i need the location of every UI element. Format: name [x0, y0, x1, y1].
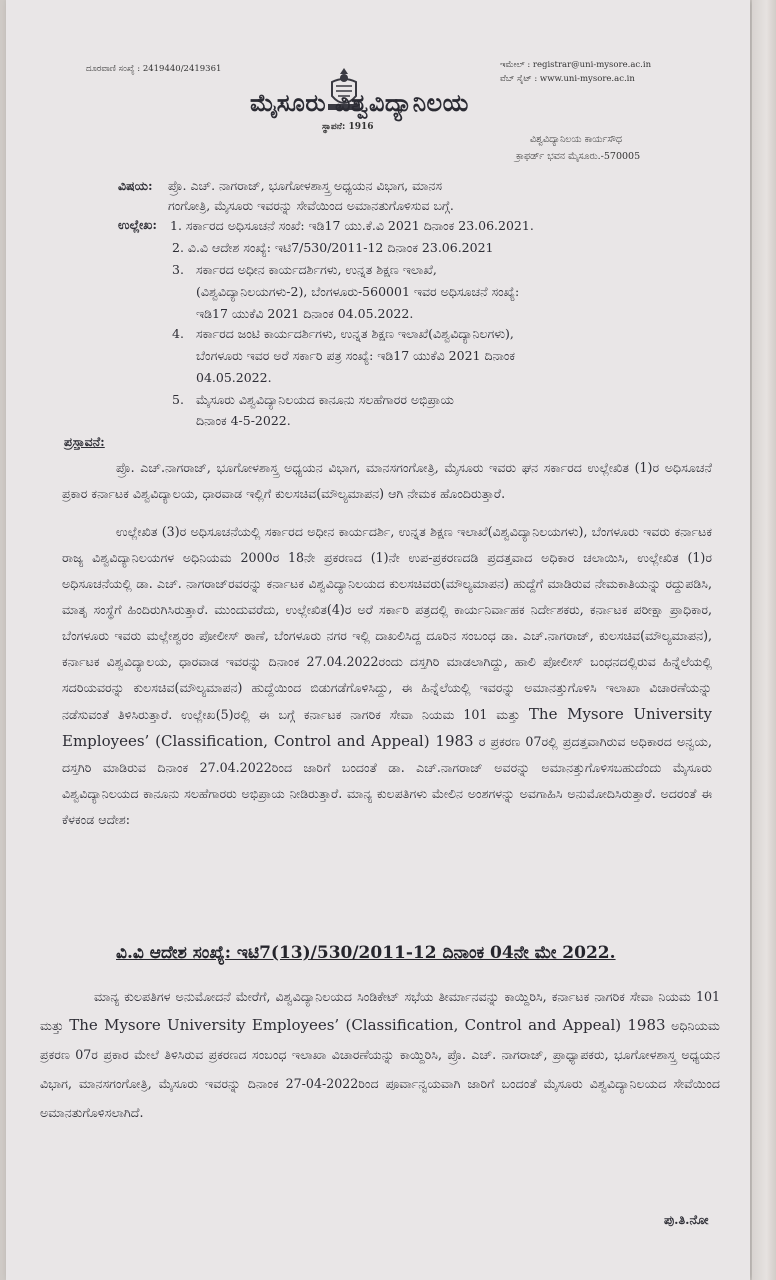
order-act-name-english: The Mysore University Employees’ (Classification, Control and Appeal) 1983: [69, 1016, 666, 1034]
reference-5-number: 5.: [172, 392, 184, 407]
act-name-english: The Mysore University Employees’ (Classification, Control and Appeal) 1983: [62, 705, 712, 750]
page-edge: [752, 0, 776, 1280]
office-name: ವಿಶ್ವವಿದ್ಯಾನಿಲಯ ಕಾರ್ಯಸೌಧ: [530, 134, 623, 145]
preamble-p2-text: ಉಲ್ಲೇಖಿತ (3)ರ ಅಧಿಸೂಚನೆಯಲ್ಲಿ ಸರ್ಕಾರದ ಅಧೀನ ಕಾರ್ಯದರ್ಶಿ, ಉನ್ನತ ಶಿಕ್ಷಣ ಇಲಾಖೆ(ವಿಶ್ವವಿದ್ಯಾನಿಲಯಗಳು), ಬೆಂಗಳೂರು ಇವರು ಕರ್ನಾಟಕ ರಾಜ್ಯ ವಿಶ್ವವಿದ್ಯಾನಿಲಯಗಳ ಅಧಿನಿಯಮ 2000ರ 18ನೇ ಪ್ರಕರಣದ (1)ನೇ ಉಪ-ಪ್ರಕರಣದಡಿ ಪ್ರದತ್ತವಾದ ಅಧಿಕಾರ ಚಲಾಯಿಸಿ, ಉಲ್ಲೇಖಿತ (1)ರ ಅಧಿಸೂಚನೆಯಲ್ಲಿ ಡಾ. ಎಚ್. ನಾಗರಾಜ್‌ರವರನ್ನು ಕರ್ನಾಟಕ ವಿಶ್ವವಿದ್ಯಾನಿಲಯದ ಕುಲಸಚಿವರು(ಮೌಲ್ಯಮಾಪನ) ಹುದ್ದೆಗೆ ಮಾಡಿರುವ ನೇಮಕಾತಿಯನ್ನು ರದ್ದುಪಡಿಸಿ, ಮಾತೃ ಸಂಸ್ಥೆಗೆ ಹಿಂದಿರುಗಿಸಿರುತ್ತಾರೆ. ಮುಂದುವರೆದು, ಉಲ್ಲೇಖಿತ(4)ರ ಅರೆ ಸರ್ಕಾರಿ ಪತ್ರದಲ್ಲಿ ಕಾರ್ಯನಿರ್ವಾಹಕ ನಿರ್ದೇಶಕರು, ಕರ್ನಾಟಕ ಪರೀಕ್ಷಾ ಪ್ರಾಧಿಕಾರ, ಬೆಂಗಳೂರು ಇವರು ಮಲ್ಲೇಶ್ವರಂ ಪೋಲೀಸ್ ಠಾಣೆ, ಬೆಂಗಳೂರು ನಗರ ಇಲ್ಲಿ ದಾಖಲಿಸಿದ್ದ ದೂರಿನ ಸಂಬಂಧ ಡಾ. ಎಚ್.ನಾಗರಾಜ್, ಕುಲಸಚಿವ(ಮೌಲ್ಯಮಾಪನ), ಕರ್ನಾಟಕ ವಿಶ್ವವಿದ್ಯಾಲಯ, ಧಾರವಾಡ ಇವರನ್ನು ದಿನಾಂಕ 27.04.2022ರಂದು ದಸ್ತಗಿರಿ ಮಾಡಲಾಗಿದ್ದು, ಹಾಲಿ ಪೋಲೀಸ್ ಬಂಧನದಲ್ಲಿರುವ ಹಿನ್ನೆಲೆಯಲ್ಲಿ ಸದರಿಯವರನ್ನು ಕುಲಸಚಿವ(ಮೌಲ್ಯಮಾಪನ) ಹುದ್ದೆಯಿಂದ ಬಿಡುಗಡೆಗೊಳಿಸಿದ್ದು, ಈ ಹಿನ್ನೆಲೆಯಲ್ಲಿ ಇವರನ್ನು ಅಮಾನತ್ತುಗೊಳಿಸಿ ಇಲಾಖಾ ವಿಚಾರಣೆಯನ್ನು ನಡೆಸುವಂತೆ ತಿಳಿಸಿರುತ್ತಾರೆ. ಉಲ್ಲೇಖ(5)ರಲ್ಲಿ ಈ ಬಗ್ಗೆ ಕರ್ನಾಟಕ ನಾಗರಿಕ ಸೇವಾ ನಿಯಮ 101 ಮತ್ತು: [62, 524, 712, 722]
phone-number: ದೂರವಾಣಿ ಸಂಖ್ಯೆ : 2419440/2419361: [86, 64, 222, 74]
reference-5-line-2: ದಿನಾಂಕ 4-5-2022.: [196, 413, 291, 428]
subject-label: ವಿಷಯ:: [118, 178, 153, 193]
subject-line-1: ಪ್ರೊ. ಎಚ್. ನಾಗರಾಜ್, ಭೂಗೋಳಶಾಸ್ತ್ರ ಅಧ್ಯಯನ ವಿಭಾಗ, ಮಾನಸ: [168, 178, 442, 193]
order-paragraph: [40, 982, 720, 1127]
reference-3-line-2: (ವಿಶ್ವವಿದ್ಯಾನಿಲಯಗಳು-2), ಬೆಂಗಳೂರು-560001 ಇವರ ಅಧಿಸೂಚನೆ ಸಂಖ್ಯೆ:: [196, 284, 520, 299]
reference-3-number: 3.: [172, 262, 184, 277]
page-turn-over: ಪು.ತಿ.ನೋ: [664, 1212, 709, 1227]
website-address: ವೆಬ್ ಸೈಟ್ : www.uni-mysore.ac.in: [500, 74, 635, 84]
preamble-paragraph-1: [62, 455, 712, 507]
reference-4-line-3: 04.05.2022.: [196, 370, 272, 385]
email-address: ಇಮೇಲ್ : registrar@uni-mysore.ac.in: [500, 60, 652, 70]
reference-5-line-1: ಮೈಸೂರು ವಿಶ್ವವಿದ್ಯಾನಿಲಯದ ಕಾನೂನು ಸಲಹೆಗಾರರ ಅಭಿಪ್ರಾಯ: [196, 392, 454, 407]
reference-label: ಉಲ್ಲೇಖ:: [118, 217, 157, 232]
reference-3-line-1: ಸರ್ಕಾರದ ಅಧೀನ ಕಾರ್ಯದರ್ಶಿಗಳು, ಉನ್ನತ ಶಿಕ್ಷಣ ಇಲಾಖೆ,: [196, 262, 437, 277]
preamble-p1-text: ಪ್ರೊ. ಎಚ್.ನಾಗರಾಜ್, ಭೂಗೋಳಶಾಸ್ತ್ರ ಅಧ್ಯಯನ ವಿಭಾಗ, ಮಾನಸಗಂಗೋತ್ರಿ, ಮೈಸೂರು ಇವರು ಘನ ಸರ್ಕಾರದ ಉಲ್ಲೇಖಿತ (1)ರ ಅಧಿಸೂಚನೆ ಪ್ರಕಾರ ಕರ್ನಾಟಕ ವಿಶ್ವವಿದ್ಯಾಲಯ, ಧಾರವಾಡ ಇಲ್ಲಿಗೆ ಕುಲಸಚಿವ(ಮೌಲ್ಯಮಾಪನ) ಆಗಿ ನೇಮಕ ಹೊಂದಿರುತ್ತಾರೆ.: [62, 460, 712, 501]
subject-line-2: ಗಂಗೋತ್ರಿ, ಮೈಸೂರು ಇವರನ್ನು ಸೇವೆಯಿಂದ ಅಮಾನತುಗೊಳಿಸುವ ಬಗ್ಗೆ.: [168, 198, 454, 213]
established-year: ಸ್ಥಾಪನೆ: 1916: [322, 122, 374, 132]
university-name: ಮೈಸೂರು ವಿಶ್ವವಿದ್ಯಾನಿಲಯ: [250, 88, 469, 117]
reference-3-line-3: ಇಡಿ17 ಯುಕೆವಿ 2021 ದಿನಾಂಕ 04.05.2022.: [196, 306, 414, 321]
reference-4-line-1: ಸರ್ಕಾರದ ಜಂಟಿ ಕಾರ್ಯದರ್ಶಿಗಳು, ಉನ್ನತ ಶಿಕ್ಷಣ ಇಲಾಖೆ(ವಿಶ್ವವಿದ್ಯಾನಿಲಗಳು),: [196, 326, 514, 341]
order-title: ವಿ.ವಿ ಆದೇಶ ಸಂಖ್ಯೆ: ಇಟಿ7(13)/530/2011-12 ದಿನಾಂಕ 04ನೇ ಮೇ 2022.: [116, 943, 616, 963]
preamble-p2-tail: ರ ಪ್ರಕರಣ 07ರಲ್ಲಿ ಪ್ರದತ್ತವಾಗಿರುವ ಅಧಿಕಾರದ ಅನ್ವಯ, ದಸ್ತಗಿರಿ ಮಾಡಿರುವ ದಿನಾಂಕ 27.04.2022ರಿಂದ ಜಾರಿಗೆ ಬಂದಂತೆ ಡಾ. ಎಚ್.ನಾಗರಾಜ್ ಅವರನ್ನು ಅಮಾನತ್ತುಗೊಳಿಸಬಹುದೆಂದು ಮೈಸೂರು ವಿಶ್ವವಿದ್ಯಾನಿಲಯದ ಕಾನೂನು ಸಲಹೆಗಾರರು ಅಭಿಪ್ರಾಯ ನೀಡಿರುತ್ತಾರೆ. ಮಾನ್ಯ ಕುಲಪತಿಗಳು ಮೇಲಿನ ಅಂಶಗಳನ್ನು ಅವಗಾಹಿಸಿ ಅನುಮೋದಿಸಿರುತ್ತಾರೆ. ಅದರಂತೆ ಈ ಕೆಳಕಂಡ ಆದೇಶ:: [62, 734, 712, 827]
reference-1: 1. ಸರ್ಕಾರದ ಅಧಿಸೂಚನೆ ಸಂಖೆ: ಇಡಿ17 ಯು.ಕೆ.ವಿ 2021 ದಿನಾಂಕ 23.06.2021.: [170, 218, 534, 233]
office-address: ಕ್ರಾಫರ್ಡ್ ಭವನ ಮೈಸೂರು.-570005: [516, 151, 641, 162]
order-p1-tail: ಅಧಿನಿಯಮ ಪ್ರಕರಣ 07ರ ಪ್ರಕಾರ ಮೇಲೆ ತಿಳಿಸಿರುವ ಪ್ರಕರಣದ ಸಂಬಂಧ ಇಲಾಖಾ ವಿಚಾರಣೆಯನ್ನು ಕಾಯ್ದಿರಿಸಿ, ಪ್ರೊ. ಎಚ್. ನಾಗರಾಜ್, ಪ್ರಾಧ್ಯಾಪಕರು, ಭೂಗೋಳಶಾಸ್ತ್ರ ಅಧ್ಯಯನ ವಿಭಾಗ, ಮಾನಸಗಂಗೋತ್ರಿ, ಮೈಸೂರು ಇವರನ್ನು ದಿನಾಂಕ 27-04-2022ರಿಂದ ಪೂರ್ವಾನ್ವಯವಾಗಿ ಜಾರಿಗೆ ಬಂದಂತೆ ಮೈಸೂರು ವಿಶ್ವವಿದ್ಯಾನಿಲಯದ ಸೇವೆಯಿಂದ ಅಮಾನತುಗೊಳಿಸಲಾಗಿದೆ.: [40, 1018, 721, 1120]
preamble-heading: ಪ್ರಸ್ತಾವನೆ:: [64, 434, 105, 449]
reference-4-line-2: ಬೆಂಗಳೂರು ಇವರ ಅರೆ ಸರ್ಕಾರಿ ಪತ್ರ ಸಂಖ್ಯೆ: ಇಡಿ17 ಯುಕೆವಿ 2021 ದಿನಾಂಕ: [196, 348, 516, 363]
preamble-paragraph-2: [62, 519, 712, 833]
order-p1-text: ಮಾನ್ಯ ಕುಲಪತಿಗಳ ಅನುಮೋದನೆ ಮೇರೆಗೆ, ವಿಶ್ವವಿದ್ಯಾನಿಲಯದ ಸಿಂಡಿಕೇಟ್ ಸಭೆಯ ತೀರ್ಮಾನವನ್ನು ಕಾಯ್ದಿರಿಸಿ, ಕರ್ನಾಟಕ ನಾಗರಿಕ ಸೇವಾ ನಿಯಮ 101 ಮತ್ತು: [40, 989, 720, 1033]
reference-2: 2. ವಿ.ವಿ ಆದೇಶ ಸಂಖ್ಯೆ: ಇಟಿ7/530/2011-12 ದಿನಾಂಕ 23.06.2021: [172, 240, 494, 255]
reference-4-number: 4.: [172, 326, 184, 341]
